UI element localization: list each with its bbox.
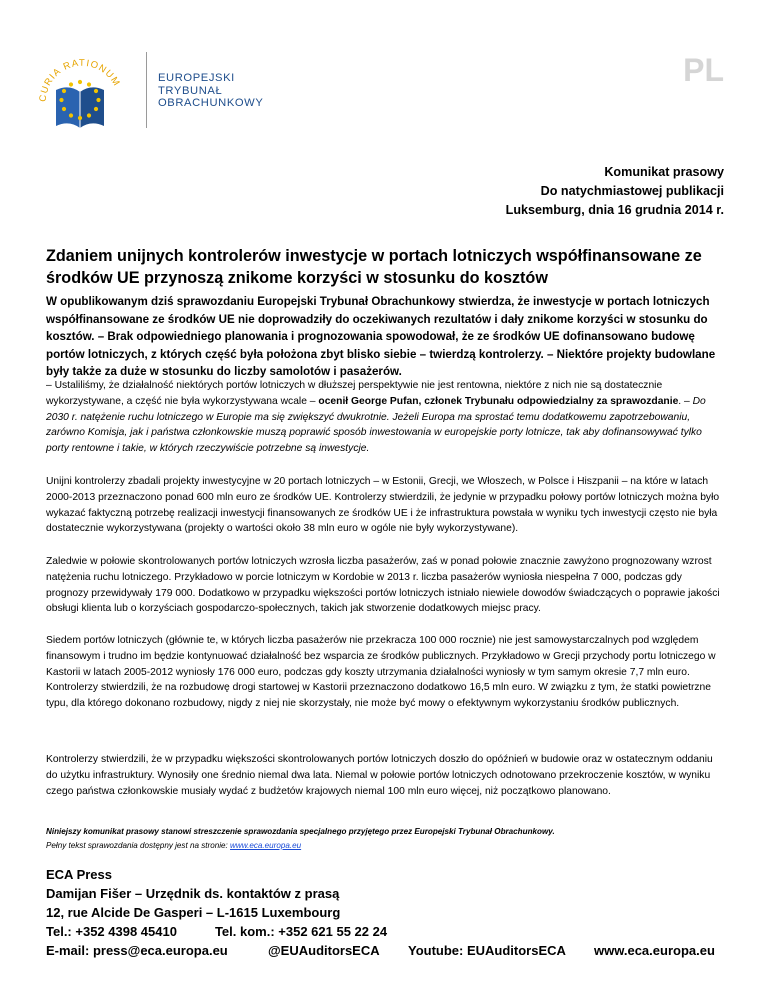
body-paragraph-4: Kontrolerzy stwierdzili, że w przypadku większości skontrolowanych portów lotniczych doszło do opóźnień w budowie oraz w ostatecznym oddaniu do użytku infrastruktury. Wynosiły one średnio niemal dwa lata. Niemal w połowie portów lotniczych odnotowano przekroczenie kosztów, w wyniku czego państwa członkowskie musiały wydać z budżetów krajowych niemal 100 mln euro więcej, niż początkowo planowano.: [46, 754, 713, 797]
contact-online: [46, 941, 736, 960]
contact-youtube[interactable]: Youtube: EUAuditorsECA: [408, 943, 566, 958]
contact-block: [46, 865, 736, 960]
org-name-line-2: TRYBUNAŁ: [158, 84, 223, 97]
quote-separator: . –: [678, 395, 693, 407]
press-date: Luksemburg, dnia 16 grudnia 2014 r.: [505, 203, 724, 217]
lead-paragraph: W opublikowanym dziś sprawozdaniu Europejski Trybunał Obrachunkowy stwierdza, że inwestycje w portach lotniczych współfinansowane ze środków UE nie doprowadziły do oczekiwanych rezultatów i dały znikome korzyści w stosunku do kosztów. – Brak odpowiedniego planowania i prognozowania spowodował, że ze środków UE dofinansowano budowę portów lotniczych, z których część była położona zbyt blisko siebie – twierdzą kontrolerzy. – Niektóre projekty budowlane były także za duże w stosunku do liczby samolotów i pasażerów.: [46, 295, 716, 379]
org-name: [158, 72, 263, 110]
language-code: PL: [683, 52, 724, 88]
logo-motto: CURIA RATIONUM: [37, 57, 123, 103]
contact-website[interactable]: www.eca.europa.eu: [594, 943, 715, 958]
contact-phones: [46, 922, 736, 941]
logo-divider: [146, 52, 147, 128]
body-paragraph-1: Unijni kontrolerzy zbadali projekty inwestycyjne w 20 portach lotniczych – w Estonii, Grecji, we Włoszech, w Polsce i Hiszpanii – na które w latach 2000-2013 przeznaczono ponad 600 mln euro ze środków UE. Kontrolerzy stwierdzili, że jedynie w przypadku połowy portów lotniczych można było wykazać faktyczną potrzebę realizacji inwestycji finansowanych ze środków UE i że infrastruktura powstała w wyniku tych inwestycji często nie była dostatecznie wykorzystywana (projekty o wartości około 38 mln euro w ogóle nie były wykorzystywane).: [46, 476, 720, 535]
org-name-line-1: EUROPEJSKI: [158, 72, 235, 84]
press-info: [506, 163, 724, 220]
quote-text: – Ustaliliśmy, że działalność niektórych portów lotniczych w dłuższej perspektywie nie jest rentowna, niektóre z nich nie są dostatecznie wykorzystywane, a część nie była wykorzystywana wcale –: [46, 380, 663, 407]
contact-title: ECA Press: [46, 867, 112, 882]
contact-twitter[interactable]: @EUAuditorsECA: [268, 943, 380, 958]
press-type: Komunikat prasowy: [604, 165, 724, 179]
headline: Zdaniem unijnych kontrolerów inwestycje w portach lotniczych współfinansowane ze środków UE przynoszą znikome korzyści w stosunku do kosztów: [46, 247, 702, 287]
org-name-line-3: OBRACHUNKOWY: [158, 97, 264, 110]
disclaimer: [46, 825, 736, 853]
disclaimer-prefix: Pełny tekst sprawozdania dostępny jest na stronie:: [46, 841, 231, 850]
quote-speaker: ocenił George Pufan, członek Trybunału odpowiedzialny za sprawozdanie: [318, 395, 679, 407]
contact-tel: Tel.: +352 4398 45410: [46, 924, 177, 939]
body-paragraph-2: Zaledwie w połowie skontrolowanych portów lotniczych wzrosła liczba pasażerów, zaś w ponad połowie znacznie zawyżono prognozowany wzrost natężenia ruchu lotniczego. Przykładowo w porcie lotniczym w Kordobie w 2013 r. liczba pasażerów wyniosła niespełna 7 000, podczas gdy prognozy przewidywały 179 000. Dodatkowo w przypadku większości portów lotniczych istniało niewiele dowodów świadczących o poprawie jakości obsługi klienta lub o korzyściach gospodarczo-społecznych, takich jak stworzenie dodatkowych miejsc pracy.: [46, 556, 720, 615]
quote-paragraph: [46, 378, 726, 457]
eca-logo-icon: [26, 46, 136, 138]
disclaimer-full-text: [46, 839, 736, 853]
body-paragraph-3: Siedem portów lotniczych (głównie te, w których liczba pasażerów nie przekracza 100 000 rocznie) nie jest samowystarczalnych pod względem finansowym i trudno im będzie kontynuować działalność bez wsparcia ze środków publicznych. Przykładowo w Grecji przychody portu lotniczego w Kastorii w latach 2005-2012 wyniosły 176 000 euro, podczas gdy koszty utrzymania działalności wyniosły w tym samym okresie 7,7 mln euro. Kontrolerzy stwierdzili, że na rozbudowę drogi startowej w Kastorii przeznaczono dodatkowo 16,5 mln euro. W związku z tym, że statki powietrzne typu, dla którego dokonano rozbudowy, nigdy z niej nie skorzystały, nie może być mowy o efektywnym wykorzystaniu środków publicznych.: [46, 635, 716, 710]
contact-address: 12, rue Alcide De Gasperi – L-1615 Luxembourg: [46, 905, 341, 920]
contact-person: Damijan Fišer – Urzędnik ds. kontaktów z prasą: [46, 886, 340, 901]
quote-italic: Do 2030 r. natężenie ruchu lotniczego w Europie ma się zwiększyć dwukrotnie. Jeżeli Europa ma sprostać temu dodatkowemu zapotrzebowaniu, zarówno Komisja, jak i państwa członkowskie muszą poprawić sposób inwestowania w europejskie porty lotnicze, tak aby dofinansowywać tylko porty rentowne i takie, w których rzeczywiście potrzebne są inwestycje.: [46, 395, 706, 455]
contact-email[interactable]: E-mail: press@eca.europa.eu: [46, 943, 228, 958]
press-release-timing: Do natychmiastowej publikacji: [540, 184, 724, 198]
report-link[interactable]: www.eca.europa.eu: [230, 841, 302, 850]
disclaimer-summary: Niniejszy komunikat prasowy stanowi streszczenie sprawozdania specjalnego przyjętego przez Europejski Trybunał Obrachunkowy.: [46, 827, 555, 836]
contact-mobile: Tel. kom.: +352 621 55 22 24: [214, 924, 388, 939]
